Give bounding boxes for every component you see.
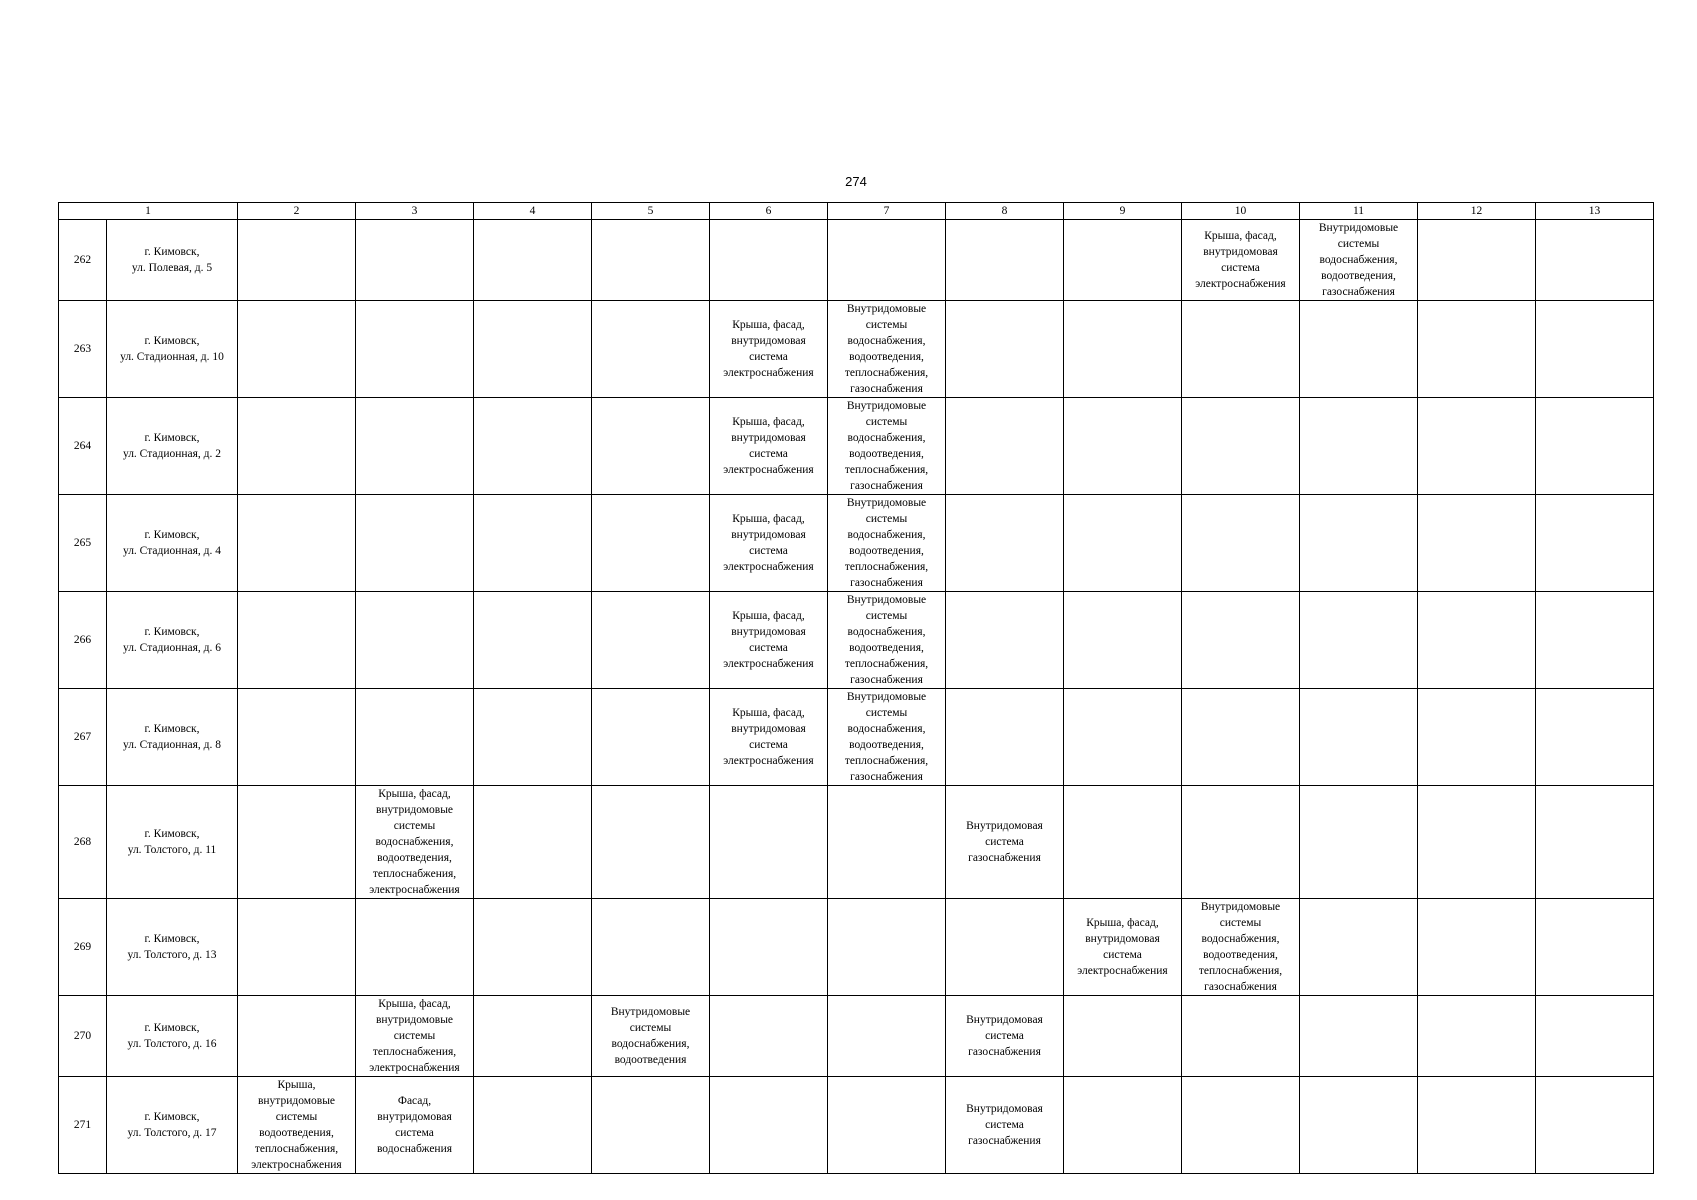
address-cell bbox=[107, 899, 238, 996]
work-cell-col-10 bbox=[1182, 592, 1300, 689]
row-number: 271 bbox=[59, 1077, 107, 1174]
work-cell-col-12 bbox=[1418, 592, 1536, 689]
table-row bbox=[59, 592, 1654, 689]
work-cell-col-12 bbox=[1418, 786, 1536, 899]
work-cell-col-11 bbox=[1300, 899, 1418, 996]
work-cell-col-2 bbox=[238, 899, 356, 996]
work-cell-col-13 bbox=[1536, 786, 1654, 899]
work-cell-col-11 bbox=[1300, 398, 1418, 495]
work-cell-col-10 bbox=[1182, 996, 1300, 1077]
work-cell-col-3 bbox=[356, 899, 474, 996]
work-cell-col-13 bbox=[1536, 996, 1654, 1077]
address-cell bbox=[107, 495, 238, 592]
work-description: Внутридомовая система газоснабжения bbox=[966, 820, 1043, 864]
work-cell-col-7 bbox=[828, 495, 946, 592]
work-cell-col-3 bbox=[356, 996, 474, 1077]
table-body bbox=[59, 220, 1654, 1174]
row-number: 265 bbox=[59, 495, 107, 592]
work-cell-col-11 bbox=[1300, 996, 1418, 1077]
column-header-7: 7 bbox=[828, 203, 946, 220]
work-cell-col-2 bbox=[238, 689, 356, 786]
work-cell-col-13 bbox=[1536, 398, 1654, 495]
work-cell-col-12 bbox=[1418, 398, 1536, 495]
work-cell-col-11 bbox=[1300, 301, 1418, 398]
work-cell-col-7 bbox=[828, 786, 946, 899]
work-cell-col-3 bbox=[356, 495, 474, 592]
table-row bbox=[59, 1077, 1654, 1174]
column-header-10: 10 bbox=[1182, 203, 1300, 220]
work-cell-col-4 bbox=[474, 495, 592, 592]
work-cell-col-13 bbox=[1536, 220, 1654, 301]
table-row bbox=[59, 301, 1654, 398]
work-cell-col-10 bbox=[1182, 220, 1300, 301]
work-cell-col-8 bbox=[946, 301, 1064, 398]
address-text: г. Кимовск, ул. Стадионная, д. 2 bbox=[122, 432, 222, 460]
work-description: Внутридомовая система газоснабжения bbox=[966, 1014, 1043, 1058]
work-cell-col-8 bbox=[946, 592, 1064, 689]
work-description: Внутридомовые системы водоснабжения, водоотведения, теплоснабжения, газоснабжения bbox=[844, 303, 929, 395]
work-description: Крыша, внутридомовые системы водоотведения, теплоснабжения, электроснабжения bbox=[251, 1079, 342, 1171]
work-description: Крыша, фасад, внутридомовая система электроснабжения bbox=[1077, 917, 1168, 977]
work-cell-col-8 bbox=[946, 899, 1064, 996]
work-cell-col-8 bbox=[946, 996, 1064, 1077]
work-cell-col-11 bbox=[1300, 495, 1418, 592]
table-row bbox=[59, 786, 1654, 899]
work-cell-col-5 bbox=[592, 786, 710, 899]
work-cell-col-6 bbox=[710, 220, 828, 301]
work-cell-col-6 bbox=[710, 398, 828, 495]
address-cell bbox=[107, 592, 238, 689]
work-description: Внутридомовые системы водоснабжения, водоотведения, теплоснабжения, газоснабжения bbox=[844, 594, 929, 686]
work-cell-col-9 bbox=[1064, 592, 1182, 689]
address-text: г. Кимовск, ул. Полевая, д. 5 bbox=[131, 246, 213, 274]
work-cell-col-2 bbox=[238, 398, 356, 495]
work-cell-col-10 bbox=[1182, 899, 1300, 996]
work-cell-col-3 bbox=[356, 220, 474, 301]
table-row bbox=[59, 220, 1654, 301]
work-cell-col-2 bbox=[238, 786, 356, 899]
work-cell-col-5 bbox=[592, 495, 710, 592]
work-cell-col-5 bbox=[592, 689, 710, 786]
work-cell-col-5 bbox=[592, 1077, 710, 1174]
row-number: 269 bbox=[59, 899, 107, 996]
work-cell-col-7 bbox=[828, 220, 946, 301]
row-number: 263 bbox=[59, 301, 107, 398]
work-cell-col-6 bbox=[710, 996, 828, 1077]
work-cell-col-13 bbox=[1536, 592, 1654, 689]
work-description: Крыша, фасад, внутридомовая система электроснабжения bbox=[723, 416, 814, 476]
address-text: г. Кимовск, ул. Стадионная, д. 10 bbox=[120, 335, 224, 363]
work-cell-col-10 bbox=[1182, 301, 1300, 398]
work-cell-col-11 bbox=[1300, 689, 1418, 786]
work-cell-col-12 bbox=[1418, 899, 1536, 996]
work-cell-col-4 bbox=[474, 592, 592, 689]
work-cell-col-2 bbox=[238, 1077, 356, 1174]
work-cell-col-7 bbox=[828, 1077, 946, 1174]
work-cell-col-6 bbox=[710, 301, 828, 398]
work-cell-col-13 bbox=[1536, 495, 1654, 592]
work-cell-col-12 bbox=[1418, 220, 1536, 301]
work-description: Крыша, фасад, внутридомовые системы теплоснабжения, электроснабжения bbox=[369, 998, 460, 1074]
table-row bbox=[59, 996, 1654, 1077]
work-cell-col-8 bbox=[946, 689, 1064, 786]
work-cell-col-4 bbox=[474, 689, 592, 786]
work-cell-col-11 bbox=[1300, 220, 1418, 301]
work-cell-col-8 bbox=[946, 1077, 1064, 1174]
work-description: Внутридомовые системы водоснабжения, водоотведения, теплоснабжения, газоснабжения bbox=[844, 691, 929, 783]
address-text: г. Кимовск, ул. Толстого, д. 13 bbox=[127, 933, 217, 961]
work-cell-col-3 bbox=[356, 1077, 474, 1174]
column-header-4: 4 bbox=[474, 203, 592, 220]
column-header-2: 2 bbox=[238, 203, 356, 220]
work-cell-col-8 bbox=[946, 398, 1064, 495]
row-number: 267 bbox=[59, 689, 107, 786]
column-header-1: 1 bbox=[59, 203, 238, 220]
work-cell-col-13 bbox=[1536, 899, 1654, 996]
column-number-row bbox=[59, 203, 1654, 220]
work-description: Крыша, фасад, внутридомовая система электроснабжения bbox=[723, 319, 814, 379]
address-text: г. Кимовск, ул. Толстого, д. 16 bbox=[127, 1022, 217, 1050]
work-cell-col-4 bbox=[474, 220, 592, 301]
work-description: Крыша, фасад, внутридомовая система электроснабжения bbox=[723, 610, 814, 670]
column-header-13: 13 bbox=[1536, 203, 1654, 220]
work-description: Крыша, фасад, внутридомовая система электроснабжения bbox=[1195, 230, 1286, 290]
work-cell-col-8 bbox=[946, 786, 1064, 899]
address-text: г. Кимовск, ул. Толстого, д. 11 bbox=[127, 828, 217, 856]
row-number: 262 bbox=[59, 220, 107, 301]
address-cell bbox=[107, 1077, 238, 1174]
work-description: Внутридомовые системы водоснабжения, водоотведения, газоснабжения bbox=[1318, 222, 1399, 298]
work-cell-col-3 bbox=[356, 689, 474, 786]
address-cell bbox=[107, 398, 238, 495]
page-number: 274 bbox=[845, 174, 867, 189]
work-cell-col-6 bbox=[710, 899, 828, 996]
work-description: Внутридомовые системы водоснабжения, водоотведения, теплоснабжения, газоснабжения bbox=[844, 497, 929, 589]
work-cell-col-10 bbox=[1182, 495, 1300, 592]
work-cell-col-11 bbox=[1300, 786, 1418, 899]
column-header-9: 9 bbox=[1064, 203, 1182, 220]
table-row bbox=[59, 495, 1654, 592]
work-cell-col-6 bbox=[710, 592, 828, 689]
work-cell-col-4 bbox=[474, 1077, 592, 1174]
table-row bbox=[59, 689, 1654, 786]
column-header-12: 12 bbox=[1418, 203, 1536, 220]
work-cell-col-9 bbox=[1064, 398, 1182, 495]
address-text: г. Кимовск, ул. Стадионная, д. 8 bbox=[122, 723, 222, 751]
address-text: г. Кимовск, ул. Стадионная, д. 4 bbox=[122, 529, 222, 557]
work-cell-col-10 bbox=[1182, 398, 1300, 495]
work-description: Крыша, фасад, внутридомовая система электроснабжения bbox=[723, 707, 814, 767]
column-header-8: 8 bbox=[946, 203, 1064, 220]
work-cell-col-4 bbox=[474, 301, 592, 398]
address-text: г. Кимовск, ул. Толстого, д. 17 bbox=[127, 1111, 217, 1139]
work-cell-col-4 bbox=[474, 996, 592, 1077]
work-description: Внутридомовая система газоснабжения bbox=[966, 1103, 1043, 1147]
work-cell-col-3 bbox=[356, 786, 474, 899]
work-cell-col-2 bbox=[238, 592, 356, 689]
work-cell-col-10 bbox=[1182, 1077, 1300, 1174]
work-cell-col-9 bbox=[1064, 301, 1182, 398]
repair-schedule-table bbox=[58, 202, 1654, 1174]
row-number: 270 bbox=[59, 996, 107, 1077]
work-cell-col-11 bbox=[1300, 592, 1418, 689]
work-cell-col-6 bbox=[710, 495, 828, 592]
work-cell-col-3 bbox=[356, 301, 474, 398]
work-description: Внутридомовые системы водоснабжения, водоотведения bbox=[610, 1006, 691, 1066]
work-cell-col-7 bbox=[828, 899, 946, 996]
work-cell-col-9 bbox=[1064, 220, 1182, 301]
work-cell-col-7 bbox=[828, 996, 946, 1077]
work-cell-col-12 bbox=[1418, 301, 1536, 398]
work-cell-col-13 bbox=[1536, 301, 1654, 398]
work-cell-col-2 bbox=[238, 301, 356, 398]
work-cell-col-5 bbox=[592, 301, 710, 398]
work-cell-col-12 bbox=[1418, 689, 1536, 786]
address-cell bbox=[107, 220, 238, 301]
work-cell-col-7 bbox=[828, 592, 946, 689]
work-cell-col-9 bbox=[1064, 786, 1182, 899]
work-cell-col-9 bbox=[1064, 996, 1182, 1077]
work-cell-col-5 bbox=[592, 220, 710, 301]
work-cell-col-2 bbox=[238, 495, 356, 592]
work-cell-col-5 bbox=[592, 592, 710, 689]
work-cell-col-7 bbox=[828, 689, 946, 786]
work-cell-col-6 bbox=[710, 689, 828, 786]
work-description: Внутридомовые системы водоснабжения, водоотведения, теплоснабжения, газоснабжения bbox=[1198, 901, 1283, 993]
work-cell-col-8 bbox=[946, 220, 1064, 301]
column-header-5: 5 bbox=[592, 203, 710, 220]
work-cell-col-12 bbox=[1418, 495, 1536, 592]
work-cell-col-9 bbox=[1064, 689, 1182, 786]
work-cell-col-4 bbox=[474, 398, 592, 495]
work-cell-col-2 bbox=[238, 220, 356, 301]
address-text: г. Кимовск, ул. Стадионная, д. 6 bbox=[122, 626, 222, 654]
work-cell-col-7 bbox=[828, 398, 946, 495]
table-row bbox=[59, 398, 1654, 495]
work-cell-col-9 bbox=[1064, 495, 1182, 592]
address-cell bbox=[107, 301, 238, 398]
work-description: Внутридомовые системы водоснабжения, водоотведения, теплоснабжения, газоснабжения bbox=[844, 400, 929, 492]
work-cell-col-12 bbox=[1418, 1077, 1536, 1174]
address-cell bbox=[107, 689, 238, 786]
row-number: 266 bbox=[59, 592, 107, 689]
work-cell-col-5 bbox=[592, 899, 710, 996]
column-header-6: 6 bbox=[710, 203, 828, 220]
work-cell-col-6 bbox=[710, 786, 828, 899]
work-cell-col-10 bbox=[1182, 689, 1300, 786]
work-description: Крыша, фасад, внутридомовая система электроснабжения bbox=[723, 513, 814, 573]
work-cell-col-9 bbox=[1064, 1077, 1182, 1174]
work-cell-col-9 bbox=[1064, 899, 1182, 996]
work-description: Фасад, внутридомовая система водоснабжения bbox=[376, 1095, 453, 1155]
table-header bbox=[59, 203, 1654, 220]
work-cell-col-11 bbox=[1300, 1077, 1418, 1174]
work-cell-col-3 bbox=[356, 592, 474, 689]
work-cell-col-5 bbox=[592, 398, 710, 495]
work-cell-col-7 bbox=[828, 301, 946, 398]
work-cell-col-4 bbox=[474, 899, 592, 996]
work-cell-col-12 bbox=[1418, 996, 1536, 1077]
row-number: 264 bbox=[59, 398, 107, 495]
work-cell-col-5 bbox=[592, 996, 710, 1077]
work-cell-col-13 bbox=[1536, 1077, 1654, 1174]
work-description: Крыша, фасад, внутридомовые системы водоснабжения, водоотведения, теплоснабжения, электроснабжения bbox=[369, 788, 460, 896]
work-cell-col-10 bbox=[1182, 786, 1300, 899]
work-cell-col-4 bbox=[474, 786, 592, 899]
table-row bbox=[59, 899, 1654, 996]
work-cell-col-3 bbox=[356, 398, 474, 495]
address-cell bbox=[107, 996, 238, 1077]
row-number: 268 bbox=[59, 786, 107, 899]
work-cell-col-13 bbox=[1536, 689, 1654, 786]
column-header-3: 3 bbox=[356, 203, 474, 220]
work-cell-col-8 bbox=[946, 495, 1064, 592]
work-cell-col-2 bbox=[238, 996, 356, 1077]
column-header-11: 11 bbox=[1300, 203, 1418, 220]
work-cell-col-6 bbox=[710, 1077, 828, 1174]
address-cell bbox=[107, 786, 238, 899]
